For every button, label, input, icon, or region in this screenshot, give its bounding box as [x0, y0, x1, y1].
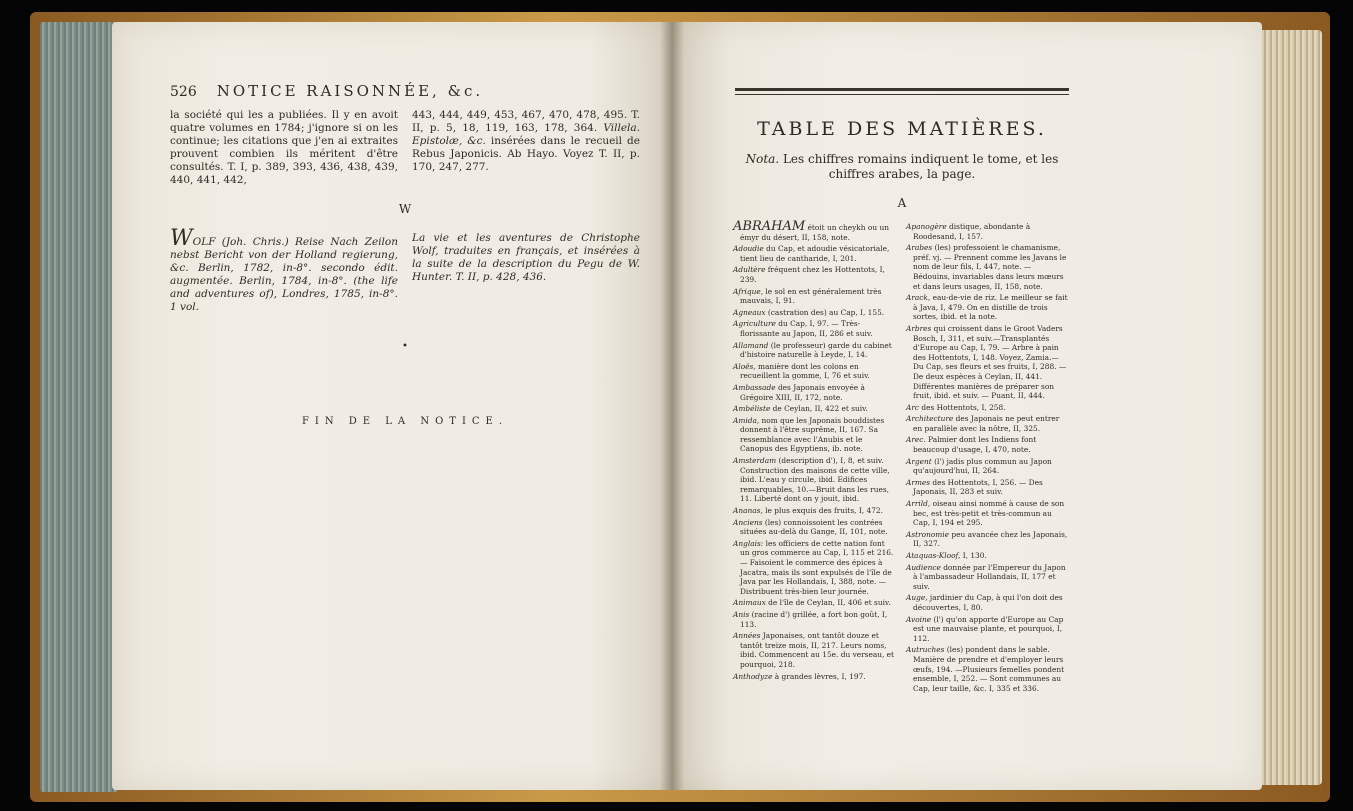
index-entry-head: Arec. [906, 435, 926, 445]
rule-thick [735, 88, 1069, 91]
index-entry [906, 615, 1069, 644]
index-entry-head: Arbres [906, 323, 932, 333]
left-col2-paragraph [412, 109, 640, 187]
index-entry-head: Allamand [733, 340, 769, 350]
index-entry [733, 456, 896, 504]
index-entry [906, 457, 1069, 476]
index-entry [733, 383, 896, 402]
index-entry [906, 478, 1069, 497]
index-entry-text: des Hottentots, I, 256. — Des Japonais, II, 283 et suiv. [913, 477, 1043, 497]
index-entry-text: jardinier du Cap, à qui l'on doit des découvertes, I, 80. [913, 593, 1063, 612]
index-entry-text: (racine d') grillée, a fort bon goût, I, 113. [740, 609, 888, 629]
index-entry [733, 287, 896, 306]
nota-label: Nota. [745, 152, 780, 166]
index-entry-head: Audience [906, 562, 941, 572]
index-entry [733, 631, 896, 669]
index-entry-text: qui croissent dans le Groot Vaders Bosch, I, 311, et suiv.—Transplantés d'Europe au Cap, I, 79. — Arbre à pain des Hottentots, I, 148. Voyez, Zamia.—Du Cap, ses fleurs et ses fruits, I, 288. — De deux espèces à Ceylan, II, 441. Différentes manières de préparer son fruit, ibid. et suiv. — Puant, II, 444. [913, 323, 1067, 401]
index-entry-head: Arrild, [906, 499, 931, 509]
index-entry-text: (le professeur) garde du cabinet d'histoire naturelle à Leyde, I, 14. [740, 340, 892, 360]
index-entry-head: Adoudie [733, 244, 764, 254]
index-entry-text: (l') jadis plus commun au Japon qu'aujourd'hui, II, 264. [913, 456, 1052, 476]
index-column-1 [733, 219, 896, 695]
index-entry [906, 551, 1069, 561]
index-entry [733, 219, 896, 242]
running-head [170, 82, 640, 100]
index-entry-text: (l') qu'on apporte d'Europe au Cap est une mauvaise plante, et pourquoi, I, 112. [913, 614, 1064, 643]
index-entry-text: Palmier dont les Indiens font beaucoup d'usage, I, 470, note. [913, 435, 1037, 455]
section-letter-a: A [897, 196, 907, 210]
index-entry-text: des Japonais envoyée à Grégoire XIII, II, 172, note. [740, 382, 865, 402]
index-entry-head: ABRAHAM [733, 219, 806, 234]
index-entry-text: (description d'), I, 8, et suiv. Construction des maisons de cette ville, ibid. L'eau y circule, ibid. Edifices remarquables, 10.—Bruit dans les rues, 11. Liberté dont on y jouit, ibid. [740, 456, 890, 504]
wolf-text: OLF (Joh. Chris.) Reise Nach Zeilon nebst Bericht von der Holland regierung, &c. Berlin, 1782, in-8°. secondo édit. augmentée. Berlin, 1784, in-8°. (the life and adventures of), Londres, 1785, in-8°. 1 vol. [170, 236, 398, 313]
wolf-entry [170, 226, 398, 314]
index-entry-head: Ananas, [733, 506, 763, 516]
index-entry-head: Armes [906, 477, 931, 487]
index-entry-head: Anthodyze [733, 671, 773, 681]
index-entry-text: le plus exquis des fruits, I, 472. [762, 506, 883, 516]
index-entry-head: Astronomie [906, 529, 950, 539]
index-entry-head: Anciens [733, 517, 763, 527]
villela-text: insérées dans le recueil de Rebus Japonicis. Ab Hayo. Voyez T. II, p. 170, 247, 277. [412, 135, 640, 173]
wolf-translation: La vie et les aventures de Christophe Wolf, traduites en français, et insérées à la suite de la description du Pegu de W. Hunter. T. II, p. 428, 436. [412, 232, 640, 283]
index-entry-text: de Ceylan, II, 422 et suiv. [770, 404, 868, 414]
index-entry-text: (les) professoient le chamanisme, préf. vj. — Prennent comme les Javans le nom de leur fils, I, 447, note. — Bédouins, invariables dans leurs mœurs et dans leurs usages, II, 158, note. [913, 243, 1067, 291]
index-entry-head: Ataquas-Kloof, [906, 551, 961, 560]
index-entry [733, 404, 896, 414]
index-entry-text: étoit un cheykh ou un émyr du désert, II, 158, note. [740, 223, 889, 242]
index-entry-text: distique, abondante à Roodesand, I, 157. [913, 222, 1031, 241]
fin-de-la-notice: FIN DE LA NOTICE. [301, 416, 509, 427]
index-entry-text: Japonaises, ont tantôt douze et tantôt treize mois, II, 217. Leurs noms, ibid. Commencent au 15e. du verseau, et pourquoi, 218. [740, 631, 895, 669]
index-entry [906, 645, 1069, 693]
index-entry [906, 324, 1069, 401]
index-entry-head: Années [733, 631, 761, 641]
index-entry-text: (les) connoissoient les contrées situées au-delà du Gange, II, 101, note. [740, 517, 888, 537]
index-entry-head: Ambassade [733, 382, 776, 392]
index-entry-head: Amida, [733, 415, 760, 425]
index-entry [733, 362, 896, 381]
index-entry [733, 265, 896, 284]
index-entry-text: oiseau ainsi nommé à cause de son bec, est très-petit et très-commun au Cap, I, 194 et 295. [913, 499, 1065, 528]
index-entry-head: Auge, [906, 593, 928, 603]
index-entry [906, 593, 1069, 612]
index-entry-text: I, 130. [960, 551, 987, 560]
running-head-title: NOTICE RAISONNÉE, &c. [216, 82, 484, 100]
index-entry [906, 499, 1069, 528]
nota [735, 152, 1069, 182]
index-entry-head: Afrique, [733, 286, 764, 296]
ornament-dot: • [402, 341, 408, 352]
index-entry-text: de l'île de Ceylan, II, 406 et suiv. [765, 598, 891, 608]
wolf-initial: W [170, 226, 193, 251]
index-entry [906, 403, 1069, 413]
index-entry [906, 243, 1069, 291]
index-entry-head: Apanogère [906, 222, 947, 231]
index-entry [906, 530, 1069, 549]
index-entry [733, 610, 896, 629]
index-entry [733, 308, 896, 318]
index-entry-text: peu avancée chez les Japonais, II, 327. [913, 529, 1068, 549]
left-col1-paragraph: la société qui les a publiées. Il y en avoit quatre volumes en 1784; j'ignore si on les continue; les citations que j'en ai extraites prouvent combien ils méritent d'être consultés. T. I, p. 389, 393, 436, 438, 439, 440, 441, 442, [170, 109, 398, 186]
index-entry [733, 244, 896, 263]
index-entry [733, 539, 896, 597]
index-entry-text: des Hottentots, I, 258. [919, 402, 1006, 412]
page-edges-left [40, 22, 118, 792]
index-entry-head: Ambéliste [733, 404, 771, 414]
index-entry [906, 293, 1069, 322]
index-entry-text: du Cap, I, 97. — Très-florissante au Japon, II, 286 et suiv. [740, 319, 873, 338]
index-entry-text: les officiers de cette nation font un gros commerce au Cap, I, 115 et 216.— Faisoient le commerce des épices à Jacatra, mais ils sont expulsés de l'île de Java par les Hollandais, I, 388, note. — Distribuent très-bien leur journée. [740, 538, 894, 596]
index-entry [733, 319, 896, 338]
index-entry [733, 518, 896, 537]
index-entry-text: du Cap, et adoudie vésicatoriale, tient lieu de cantharide, I, 201. [740, 244, 890, 263]
index-entry-text: des Japonais ne peut entrer en parallèle avec la nôtre, II, 325. [913, 414, 1060, 433]
index-entry-text: (les) pondent dans le sable. Manière de prendre et d'employer leurs œufs, 194. —Plusieurs femelles pondent ensemble, I, 252. — Sont communes au Cap, leur taille, &c. I, 335 et 336. [913, 645, 1065, 693]
index-entry-head: Aloës, [733, 361, 756, 371]
index-column-2 [906, 222, 1069, 695]
index-entry [733, 672, 896, 682]
index-entry-head: Adultère [733, 265, 766, 275]
index-entry-head: Anis [733, 609, 750, 619]
index-entry [733, 598, 896, 608]
table-title: TABLE DES MATIÈRES. [757, 118, 1047, 140]
index-entry-head: Anglais: [733, 538, 764, 548]
index-entry-text: manière dont les colons en recueillent la gomme, I, 76 et suiv. [740, 361, 870, 381]
index-entry [906, 414, 1069, 433]
index-entry [906, 222, 1069, 241]
left-page-content [170, 82, 640, 428]
index-entry-text: fréquent chez les Hottentots, I, 239. [740, 265, 885, 284]
page-edges-right [1262, 30, 1322, 785]
page-number: 526 [170, 84, 197, 100]
index-entry-head: Agneaux [733, 307, 766, 317]
index-entry-head: Arc [906, 402, 920, 412]
book-gutter [660, 22, 684, 790]
index-entry-head: Arack, [906, 293, 931, 303]
index-entry-text: eau-de-vie de riz. Le meilleur se fait à Java, I, 479. On en distille de trois sortes, ibid. et la note. [913, 293, 1068, 322]
index-entry-head: Argent [906, 456, 932, 466]
index-entry-text: le sol en est généralement très mauvais, I, 91. [740, 286, 882, 306]
index-entry-text: nom que les Japonais bouddistes donnent à l'être suprême, II, 167. Sa ressemblance avec l'Anubis et le Canopus des Egyptiens, ib. note. [740, 415, 885, 454]
index-entry-head: Avoine [906, 614, 932, 624]
index-entry-text: à grandes lèvres, I, 197. [772, 671, 866, 681]
index-entry-head: Arabes [906, 243, 933, 253]
nota-text: Les chiffres romains indiquent le tome, et les chiffres arabes, la page. [779, 152, 1059, 181]
rule-thin [735, 94, 1069, 95]
index-columns [733, 219, 1069, 695]
index-entry [906, 435, 1069, 454]
villela-title: Villela. Epistolæ, &c. [412, 122, 640, 147]
index-entry-text: donnée par l'Empereur du Japon à l'ambassadeur Hollandais, II, 177 et suiv. [913, 562, 1066, 591]
section-letter-w: W [398, 202, 412, 216]
index-entry-head: Amsterdam [733, 456, 777, 466]
left-col2-refs: 443, 444, 449, 453, 467, 470, 478, 495. T. II, p. 5, 18, 119, 163, 178, 364. [412, 109, 640, 134]
index-entry-head: Autruches [906, 645, 945, 655]
index-entry-head: Agriculture [733, 319, 776, 329]
double-rule [735, 88, 1069, 95]
index-entry [906, 563, 1069, 592]
index-entry [733, 506, 896, 516]
index-entry-text: (castration des) au Cap, I, 155. [765, 307, 885, 317]
index-entry-head: Architecture [906, 414, 954, 424]
index-entry-head: Animaux [733, 598, 766, 608]
index-entry [733, 416, 896, 454]
index-entry [733, 341, 896, 360]
